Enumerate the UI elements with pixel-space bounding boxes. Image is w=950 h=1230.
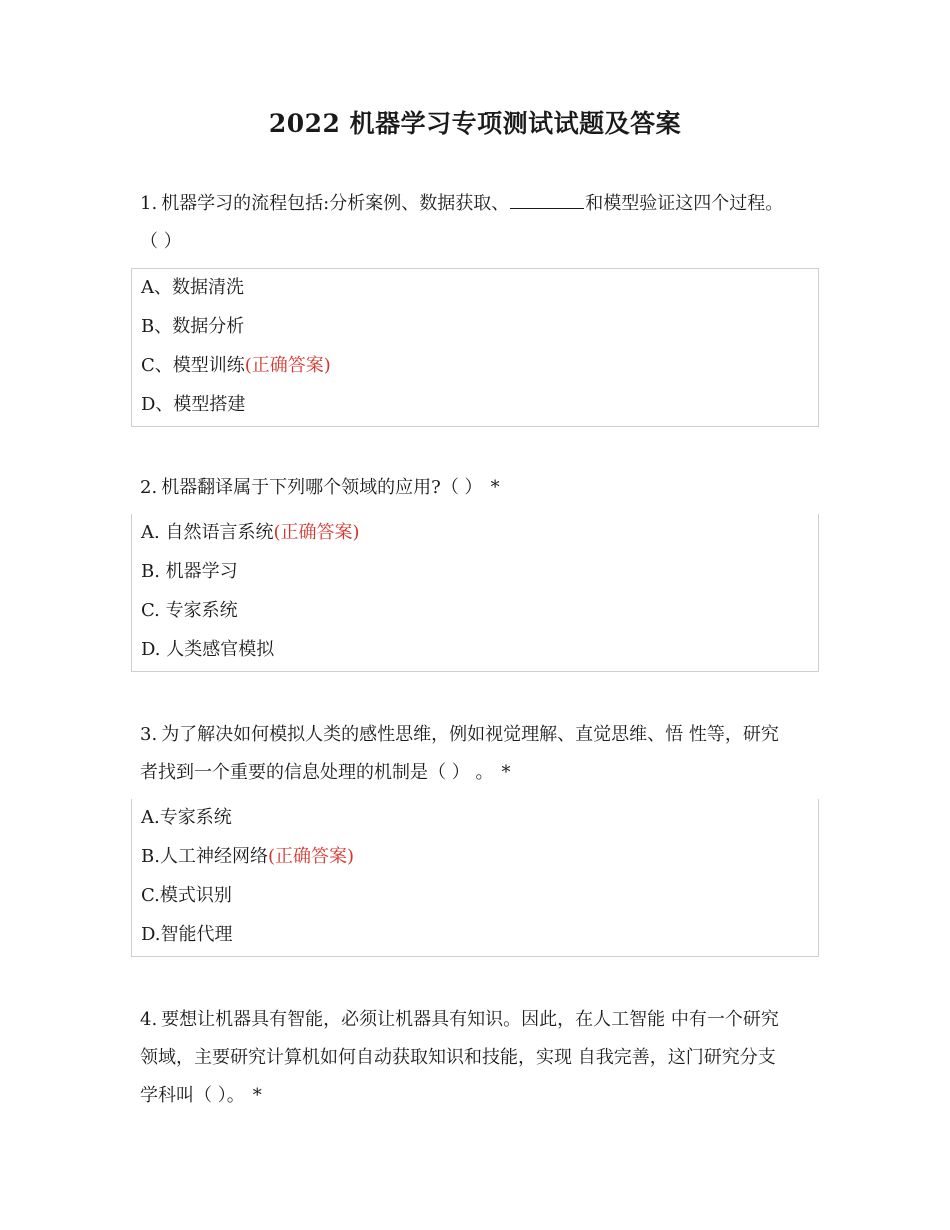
question-4-stem bbox=[140, 1001, 812, 1115]
option-label: A.专家系统 bbox=[141, 807, 232, 828]
question-2-option-b[interactable] bbox=[132, 554, 818, 593]
option-label: D. 人类感官模拟 bbox=[141, 639, 275, 660]
question-2-line-1 bbox=[140, 469, 812, 507]
question-1-paren: （ ） bbox=[140, 231, 182, 252]
question-2-options bbox=[131, 514, 819, 672]
question-3-line-1 bbox=[140, 716, 812, 754]
question-2-option-d[interactable] bbox=[132, 632, 818, 671]
question-1-number: 1. bbox=[140, 193, 158, 214]
document-title: 2022 机器学习专项测试试题及答案 bbox=[268, 109, 682, 138]
question-3-number: 3. bbox=[140, 724, 158, 745]
question-2-option-a[interactable] bbox=[132, 515, 818, 554]
question-1-option-c[interactable] bbox=[132, 348, 818, 387]
option-label: B. 机器学习 bbox=[141, 561, 238, 582]
question-1-text-after: 和模型验证这四个过程。 bbox=[585, 193, 784, 214]
question-4-number: 4. bbox=[140, 1009, 158, 1030]
option-label: A、数据清洗 bbox=[141, 277, 244, 298]
option-label: C、模型训练 bbox=[141, 355, 245, 376]
question-3-text-line-2: 者找到一个重要的信息处理的机制是（ ） 。 bbox=[140, 762, 494, 783]
option-label: B、数据分析 bbox=[141, 316, 245, 337]
option-label: C. 专家系统 bbox=[141, 600, 238, 621]
question-3-options bbox=[131, 799, 819, 957]
required-asterisk: * bbox=[252, 1085, 262, 1106]
question-1-blank bbox=[510, 190, 584, 209]
correct-answer-tag: (正确答案) bbox=[244, 355, 331, 376]
question-3-text-line-1: 为了解决如何模拟人类的感性思维，例如视觉理解、直觉思维、悟 性等，研究 bbox=[161, 724, 779, 745]
question-3-option-d[interactable] bbox=[132, 917, 818, 956]
required-asterisk: * bbox=[490, 477, 500, 498]
question-3-option-b[interactable] bbox=[132, 839, 818, 878]
question-1-text-before: 机器学习的流程包括:分析案例、数据获取、 bbox=[161, 193, 510, 214]
option-label: C.模式识别 bbox=[141, 885, 232, 906]
question-4-line-3 bbox=[140, 1077, 812, 1115]
question-4-text-line-1: 要想让机器具有智能，必须让机器具有知识。因此，在人工智能 中有一个研究 bbox=[161, 1009, 779, 1030]
question-1-options bbox=[131, 268, 819, 427]
question-4-line-2 bbox=[140, 1039, 812, 1077]
question-1-option-b[interactable] bbox=[132, 309, 818, 348]
question-2-number: 2. bbox=[140, 477, 158, 498]
question-3-stem bbox=[140, 716, 812, 792]
option-label: D.智能代理 bbox=[141, 924, 233, 945]
question-3-option-c[interactable] bbox=[132, 878, 818, 917]
question-1-option-a[interactable] bbox=[132, 270, 818, 309]
question-4-text-line-3: 学科叫（ ）。 bbox=[140, 1085, 245, 1106]
correct-answer-tag: (正确答案) bbox=[267, 846, 354, 867]
required-asterisk: * bbox=[501, 762, 511, 783]
question-2-option-c[interactable] bbox=[132, 593, 818, 632]
question-3-line-2 bbox=[140, 754, 812, 792]
question-1-line-1 bbox=[140, 185, 812, 223]
correct-answer-tag: (正确答案) bbox=[273, 522, 360, 543]
question-2-text: 机器翻译属于下列哪个领域的应用?（ ） bbox=[161, 477, 483, 498]
question-3-option-a[interactable] bbox=[132, 800, 818, 839]
question-4-text-line-2: 领域，主要研究计算机如何自动获取知识和技能，实现 自我完善，这门研究分支 bbox=[140, 1047, 776, 1068]
question-2-stem bbox=[140, 469, 812, 507]
question-1-stem bbox=[140, 185, 812, 261]
question-4-line-1 bbox=[140, 1001, 812, 1039]
option-label: A. 自然语言系统 bbox=[141, 522, 274, 543]
option-label: D、模型搭建 bbox=[141, 394, 246, 415]
option-label: B.人工神经网络 bbox=[141, 846, 268, 867]
question-1-option-d[interactable] bbox=[132, 387, 818, 426]
